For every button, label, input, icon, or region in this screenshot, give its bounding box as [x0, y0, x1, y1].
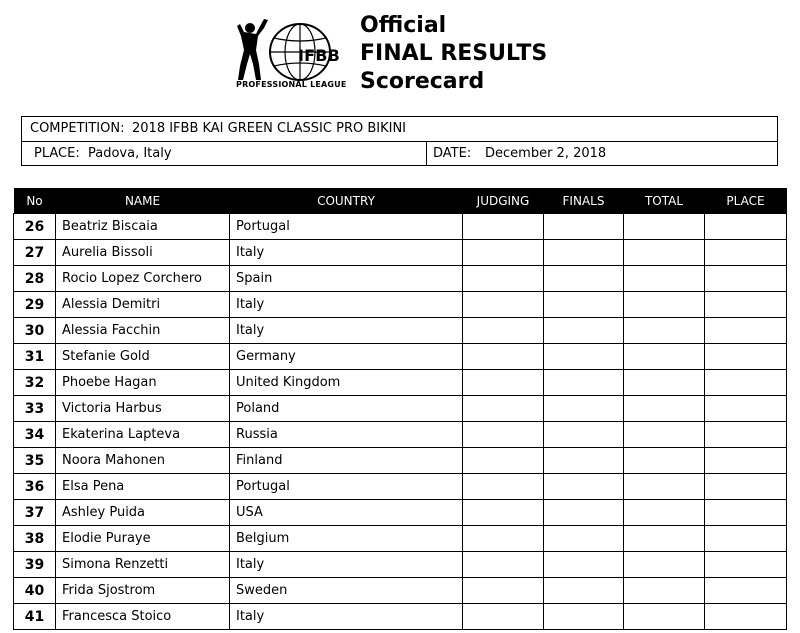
competition-value: 2018 IFBB KAI GREEN CLASSIC PRO BIKINI: [132, 121, 407, 136]
competitor-number: 30: [14, 318, 56, 344]
competitor-number: 33: [14, 396, 56, 422]
total-score-cell: [624, 422, 705, 448]
title-line-official: Official: [360, 13, 447, 38]
competitor-country: Spain: [230, 266, 463, 292]
judging-score-cell: [463, 422, 544, 448]
competition-row: [22, 117, 777, 142]
competitor-country: Italy: [230, 292, 463, 318]
place-cell: [705, 500, 787, 526]
place-value: Padova, Italy: [88, 146, 172, 161]
finals-score-cell: [544, 266, 624, 292]
competitor-number: 28: [14, 266, 56, 292]
finals-score-cell: [544, 318, 624, 344]
finals-score-cell: [544, 552, 624, 578]
total-score-cell: [624, 396, 705, 422]
competitor-country: Italy: [230, 240, 463, 266]
place-cell: [705, 292, 787, 318]
competitor-country: Russia: [230, 422, 463, 448]
judging-score-cell: [463, 474, 544, 500]
competitor-name: Noora Mahonen: [56, 448, 230, 474]
judging-score-cell: [463, 552, 544, 578]
finals-score-cell: [544, 604, 624, 630]
competitor-country: Finland: [230, 448, 463, 474]
competitor-country: Poland: [230, 396, 463, 422]
finals-score-cell: [544, 396, 624, 422]
competitor-name: Ashley Puida: [56, 500, 230, 526]
competitor-country: Germany: [230, 344, 463, 370]
total-score-cell: [624, 552, 705, 578]
place-cell: [705, 604, 787, 630]
title-line-final-results: FINAL RESULTS: [360, 41, 548, 66]
place-cell: [705, 396, 787, 422]
competitor-name: Ekaterina Lapteva: [56, 422, 230, 448]
competitor-number: 31: [14, 344, 56, 370]
judging-score-cell: [463, 578, 544, 604]
place-cell: [705, 344, 787, 370]
competitor-country: Italy: [230, 604, 463, 630]
table-row: [14, 344, 787, 370]
judging-score-cell: [463, 448, 544, 474]
table-row: [14, 214, 787, 240]
place-cell: [705, 552, 787, 578]
competitor-name: Alessia Facchin: [56, 318, 230, 344]
table-row: [14, 240, 787, 266]
judging-score-cell: [463, 526, 544, 552]
competitor-number: 35: [14, 448, 56, 474]
competitor-name: Elsa Pena: [56, 474, 230, 500]
place-cell: [705, 578, 787, 604]
table-row: [14, 396, 787, 422]
total-score-cell: [624, 448, 705, 474]
header-place: PLACE: [705, 188, 787, 214]
competitor-name: Simona Renzetti: [56, 552, 230, 578]
place-cell: [705, 474, 787, 500]
header-country: COUNTRY: [230, 188, 463, 214]
total-score-cell: [624, 604, 705, 630]
total-score-cell: [624, 266, 705, 292]
total-score-cell: [624, 318, 705, 344]
place-cell: [705, 526, 787, 552]
competitor-name: Phoebe Hagan: [56, 370, 230, 396]
table-row: [14, 266, 787, 292]
place-cell: [705, 318, 787, 344]
competition-info-box: [21, 116, 778, 166]
total-score-cell: [624, 578, 705, 604]
competitor-number: 36: [14, 474, 56, 500]
header-finals: FINALS: [544, 188, 624, 214]
table-row: [14, 604, 787, 630]
table-row: [14, 526, 787, 552]
table-row: [14, 292, 787, 318]
table-row: [14, 578, 787, 604]
competitor-name: Beatriz Biscaia: [56, 214, 230, 240]
table-header-row: [14, 188, 787, 214]
finals-score-cell: [544, 422, 624, 448]
judging-score-cell: [463, 266, 544, 292]
table-row: [14, 370, 787, 396]
finals-score-cell: [544, 500, 624, 526]
competitor-number: 37: [14, 500, 56, 526]
competitor-country: United Kingdom: [230, 370, 463, 396]
table-row: [14, 422, 787, 448]
competitor-number: 38: [14, 526, 56, 552]
judging-score-cell: [463, 240, 544, 266]
competitor-number: 39: [14, 552, 56, 578]
place-cell: [705, 240, 787, 266]
finals-score-cell: [544, 240, 624, 266]
finals-score-cell: [544, 448, 624, 474]
total-score-cell: [624, 214, 705, 240]
competitor-number: 26: [14, 214, 56, 240]
judging-score-cell: [463, 370, 544, 396]
competitor-country: Italy: [230, 552, 463, 578]
competitor-number: 40: [14, 578, 56, 604]
competitor-number: 32: [14, 370, 56, 396]
competitor-country: Portugal: [230, 474, 463, 500]
athlete-figure: [237, 19, 268, 80]
header-judging: JUDGING: [463, 188, 544, 214]
total-score-cell: [624, 500, 705, 526]
finals-score-cell: [544, 526, 624, 552]
page-title: [360, 12, 547, 96]
competitor-number: 29: [14, 292, 56, 318]
competitor-number: 41: [14, 604, 56, 630]
total-score-cell: [624, 526, 705, 552]
title-line-scorecard: Scorecard: [360, 69, 485, 94]
judging-score-cell: [463, 318, 544, 344]
logo-brand: IFBB PROFESSIONAL LEAGUE: [236, 46, 347, 89]
total-score-cell: [624, 344, 705, 370]
header-no: No: [14, 188, 56, 214]
finals-score-cell: [544, 214, 624, 240]
competitor-name: Rocio Lopez Corchero: [56, 266, 230, 292]
header-total: TOTAL: [624, 188, 705, 214]
total-score-cell: [624, 240, 705, 266]
judging-score-cell: [463, 500, 544, 526]
table-row: [14, 500, 787, 526]
header-name: NAME: [56, 188, 230, 214]
finals-score-cell: [544, 578, 624, 604]
judging-score-cell: [463, 292, 544, 318]
place-date-row: [22, 142, 777, 166]
place-label: PLACE:: [34, 146, 80, 161]
total-score-cell: [624, 292, 705, 318]
judging-score-cell: [463, 604, 544, 630]
date-value: December 2, 2018: [485, 146, 607, 161]
results-table: [13, 188, 787, 630]
table-row: [14, 318, 787, 344]
judging-score-cell: [463, 344, 544, 370]
finals-score-cell: [544, 474, 624, 500]
competitor-country: Italy: [230, 318, 463, 344]
place-cell: [705, 370, 787, 396]
competitor-number: 27: [14, 240, 56, 266]
finals-score-cell: [544, 370, 624, 396]
competitor-country: Sweden: [230, 578, 463, 604]
competitor-name: Frida Sjostrom: [56, 578, 230, 604]
competitor-name: Aurelia Bissoli: [56, 240, 230, 266]
competitor-name: Alessia Demitri: [56, 292, 230, 318]
place-cell: [705, 266, 787, 292]
competitor-name: Francesca Stoico: [56, 604, 230, 630]
finals-score-cell: [544, 292, 624, 318]
competition-label: COMPETITION:: [30, 121, 125, 136]
finals-score-cell: [544, 344, 624, 370]
competitor-number: 34: [14, 422, 56, 448]
competitor-country: Portugal: [230, 214, 463, 240]
judging-score-cell: [463, 214, 544, 240]
results-body: [14, 214, 787, 630]
info-divider: [426, 142, 427, 166]
table-row: [14, 448, 787, 474]
place-cell: [705, 422, 787, 448]
competitor-country: USA: [230, 500, 463, 526]
table-row: [14, 474, 787, 500]
judging-score-cell: [463, 396, 544, 422]
table-row: [14, 552, 787, 578]
competitor-country: Belgium: [230, 526, 463, 552]
place-cell: [705, 448, 787, 474]
competitor-name: Stefanie Gold: [56, 344, 230, 370]
date-label: DATE:: [433, 146, 472, 161]
total-score-cell: [624, 474, 705, 500]
total-score-cell: [624, 370, 705, 396]
place-cell: [705, 214, 787, 240]
competitor-name: Elodie Puraye: [56, 526, 230, 552]
competitor-name: Victoria Harbus: [56, 396, 230, 422]
